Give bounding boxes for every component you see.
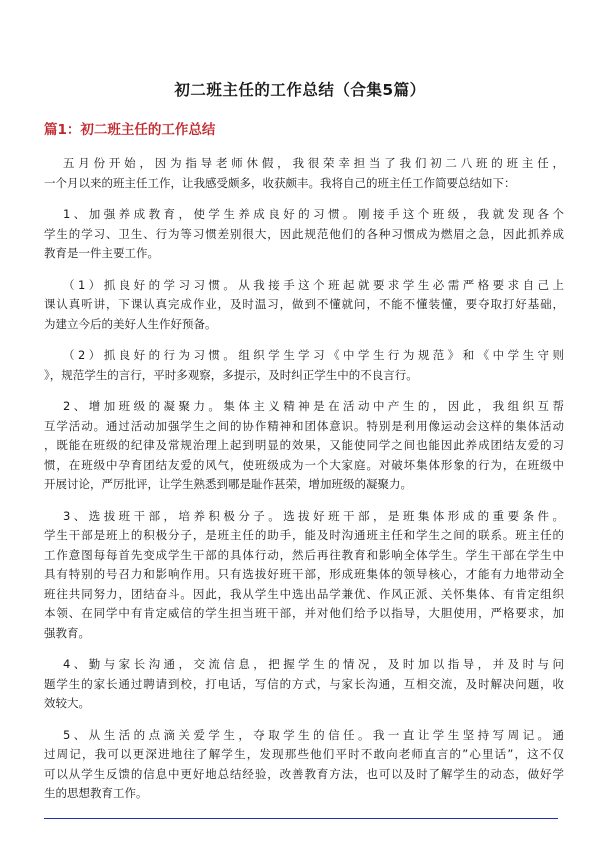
paragraph-line: 题学生的家长通过聘请到校，打电话，写信的方式，与家长沟通，互相交流，及时解决问题，收	[44, 676, 564, 691]
paragraph-line: 过周记，我可以更深进地往了解学生，发现那些他们平时不敢向老师直言的”心里话”，这不仅	[44, 747, 564, 761]
paragraph-line: 强教育。	[44, 625, 90, 640]
paragraph-line: 惯，在班级中孕育团结友爱的风气，使班级成为一个大家庭。对破坏集体形象的行为，在班级中	[44, 457, 564, 472]
paragraph-line: 1、加强养成教育，使学生养成良好的习惯。刚接手这个班级，我就发现各个	[63, 207, 564, 221]
paragraph-line: 2、增加班级的凝聚力。集体主义精神是在活动中产生的，因此，我组织互帮	[63, 399, 564, 413]
paragraph-line: 学生的学习、卫生、行为等习惯差别很大，因此规范他们的各种习惯成为燃眉之急，因此抓养成	[44, 226, 564, 241]
paragraph-line: 本领、在同学中有肯定威信的学生担当班干部，并对他们给予以指导，大胆使用，严格要求，加	[44, 606, 564, 620]
paragraph-line: （2）抓良好的行为习惯。组织学生学习《中学生行为规范》和《中学生守则	[63, 348, 564, 362]
paragraph-line: 效较大。	[44, 696, 90, 710]
paragraph-line: ，既能在班级的纪律及常规治理上起到明显的效果，又能使同学之间也能因此养成团结友爱的习	[44, 438, 564, 452]
paragraph	[44, 655, 564, 714]
paragraph-line: 工作意图每每首先变成学生干部的具体行动，然后再往教育和影响全体学生。学生干部在学生中	[44, 547, 564, 562]
paragraph-line: 教育是一件主要工作。	[44, 246, 159, 260]
paragraph	[44, 507, 564, 644]
paragraph-line: 可以从学生反馈的信息中更好地总结经验，改善教育方法，也可以及时了解学生的动态，做好学	[44, 766, 564, 781]
paragraph-line: 》，规范学生的言行，平时多观察，多提示，及时纠正学生中的不良言行。	[44, 367, 418, 382]
section-heading: 篇1：初二班主任的工作总结	[44, 122, 216, 138]
paragraph-line: 5、从生活的点滴关爱学生，夺取学生的信任。我一直让学生坚持写周记。通	[63, 727, 564, 742]
paragraph-line: 具有特别的号召力和影响作用。只有选拔好班干部，形成班集体的领导核心，才能有力地带动全	[44, 567, 564, 581]
paragraph-line: 4、勤与家长沟通，交流信息，把握学生的情况，及时加以指导，并及时与问	[63, 657, 564, 671]
paragraph-line: （1）抓良好的学习习惯。从我接手这个班起就要求学生必需严格要求自己上	[63, 277, 564, 292]
paragraph	[44, 397, 564, 495]
document-title: 初二班主任的工作总结（合集5篇）	[174, 81, 426, 99]
paragraph-line: 为建立今后的美好人生作好预备。	[44, 316, 217, 331]
paragraph-line: 五月份开始，因为指导老师休假，我很荣幸担当了我们初二八班的班主任，	[63, 156, 564, 170]
paragraph-line: 班往共同努力，团结奋斗。因此，我从学生中选出品学兼优、作风正派、关怀集体、有肯定组织	[44, 586, 564, 601]
paragraph-line: 学生干部是班上的积极分子，是班主任的助手，能及时沟通班主任和学生之间的联系。班主任的	[44, 528, 564, 542]
paragraph	[44, 205, 564, 264]
paragraph	[44, 346, 564, 385]
paragraph-line: 3、选拔班干部，培养积极分子。选拔好班干部，是班集体形成的重要条件。	[63, 508, 564, 523]
paragraph-line: 开展讨论，严厉批评，让学生熟悉到哪是耻作甚荣，增加班级的凝聚力。	[44, 477, 412, 491]
paragraph	[44, 154, 564, 193]
paragraph	[44, 726, 564, 804]
paragraph-line: 互学活动。通过活动加强学生之间的协作精神和团体意识。特别是利用像运动会这样的集体活动	[44, 418, 564, 433]
paragraph-line: 课认真听讲，下课认真完成作业，及时温习，做到不懂就问，不能不懂装懂，要夺取打好基础，	[44, 297, 564, 311]
paragraph	[44, 276, 564, 335]
paragraph-line: 一个月以来的班主任工作，让我感受颇多，收获颇丰。我将自己的班主任工作简要总结如下：	[44, 175, 516, 190]
document-body	[44, 154, 564, 816]
footer-divider	[44, 818, 558, 819]
paragraph-line: 生的思想教育工作。	[44, 786, 148, 800]
